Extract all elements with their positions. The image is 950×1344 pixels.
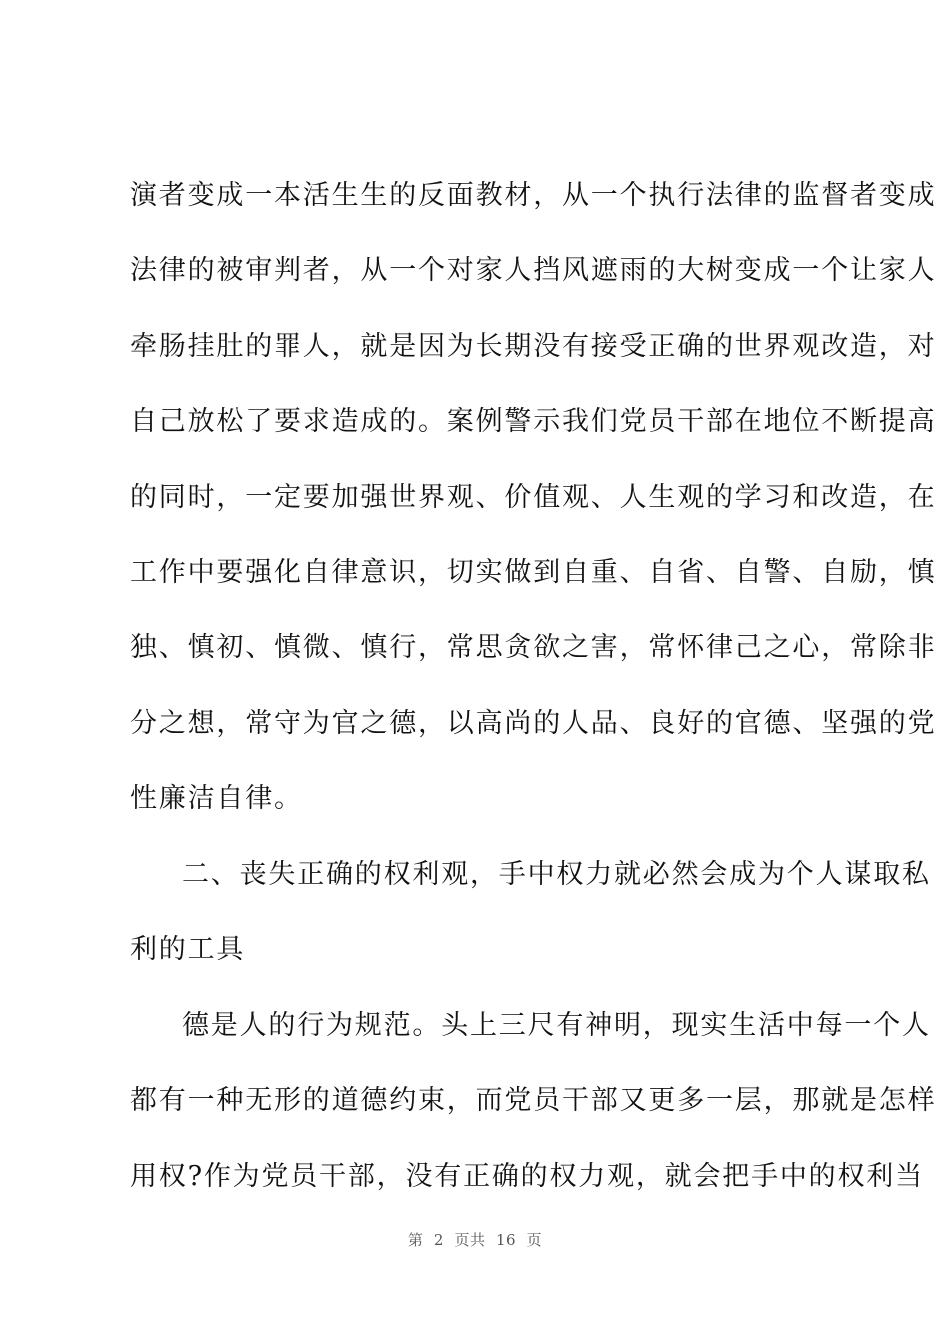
page-number-footer: 第 2 页共 16 页 xyxy=(407,1231,543,1249)
paragraph-line: 法律的被审判者，从一个对家人挡风遮雨的大树变成一个让家人 xyxy=(130,255,937,286)
paragraph-line: 牵肠挂肚的罪人，就是因为长期没有接受正确的世界观改造，对 xyxy=(130,331,937,362)
paragraph-line: 用权?作为党员干部，没有正确的权力观，就会把手中的权利当 xyxy=(130,1161,924,1192)
paragraph-line: 都有一种无形的道德约束，而党员干部又更多一层，那就是怎样 xyxy=(130,1085,937,1116)
paragraph-line: 演者变成一本活生生的反面教材，从一个执行法律的监督者变成 xyxy=(130,180,937,211)
paragraph-line: 自己放松了要求造成的。案例警示我们党员干部在地位不断提高 xyxy=(130,406,937,437)
paragraph-line: 独、慎初、慎微、慎行，常思贪欲之害，常怀律己之心，常除非 xyxy=(130,632,937,663)
paragraph-line: 德是人的行为规范。头上三尺有神明，现实生活中每一个人 xyxy=(182,1010,931,1041)
section-heading-line: 二、丧失正确的权利观，手中权力就必然会成为个人谋取私 xyxy=(182,859,931,890)
paragraph-line: 工作中要强化自律意识，切实做到自重、自省、自警、自励，慎 xyxy=(130,557,937,588)
paragraph-line: 性廉洁自律。 xyxy=(130,783,303,814)
paragraph-line: 的同时，一定要加强世界观、价值观、人生观的学习和改造，在 xyxy=(130,482,937,513)
section-heading-line: 利的工具 xyxy=(130,934,246,965)
paragraph-line: 分之想，常守为官之德，以高尚的人品、良好的官德、坚强的党 xyxy=(130,708,937,739)
